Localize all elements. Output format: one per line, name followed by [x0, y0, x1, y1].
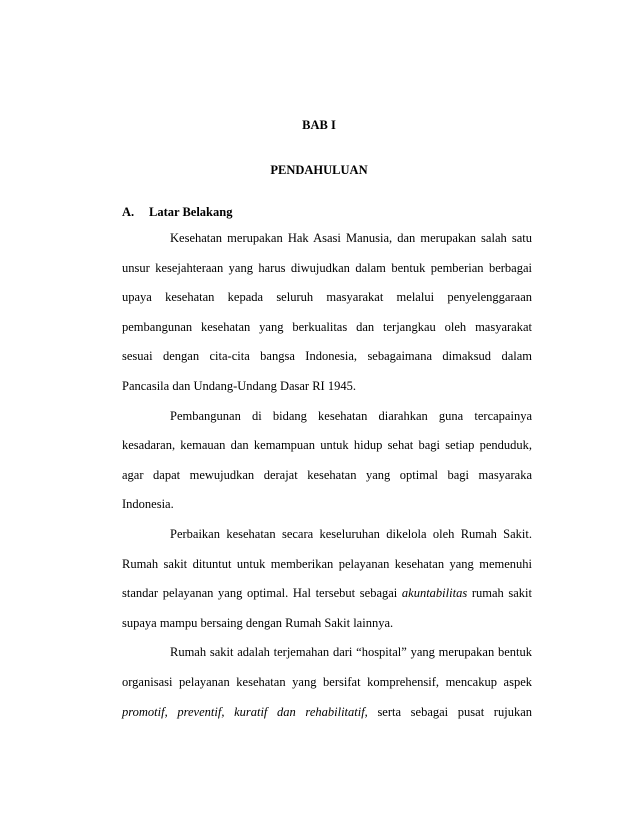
text-segment: unsur kesejahteraan yang harus diwujudkan dalam bentuk pemberian berbagai — [122, 260, 532, 275]
section-heading — [122, 204, 232, 220]
text-segment: agar dapat mewujudkan derajat kesehatan yang optimal bagi masyaraka — [122, 467, 532, 482]
text-segment: kesadaran, kemauan dan kemampuan untuk hidup sehat bagi setiap penduduk, — [122, 438, 532, 453]
text-segment: Rumah sakit dituntut untuk memberikan pelayanan kesehatan yang memenuhi — [122, 556, 532, 571]
text-line — [122, 319, 532, 349]
text-segment: Indonesia. — [122, 497, 174, 512]
text-line — [122, 674, 532, 704]
text-segment: rumah sakit — [467, 586, 532, 601]
text-line — [122, 496, 532, 526]
text-line — [122, 260, 532, 290]
text-line — [122, 437, 532, 467]
text-line — [122, 378, 532, 408]
text-line — [122, 526, 532, 556]
text-segment: Pancasila dan Undang-Undang Dasar RI 1945. — [122, 378, 356, 393]
text-segment: sesuai dengan cita-cita bangsa Indonesia, sebagaimana dimaksud dalam — [122, 349, 532, 364]
body-text — [122, 230, 532, 733]
text-segment: Perbaikan kesehatan secara keseluruhan dikelola oleh Rumah Sakit. — [170, 526, 532, 541]
text-line — [122, 556, 532, 586]
text-segment: serta sebagai pusat rujukan — [367, 704, 532, 719]
text-segment: upaya kesehatan kepada seluruh masyarakat melalui penyelenggaraan — [122, 290, 532, 305]
text-segment: supaya mampu bersaing dengan Rumah Sakit lainnya. — [122, 615, 394, 630]
text-line — [122, 467, 532, 497]
chapter-number: BAB I — [302, 118, 336, 132]
text-segment: Pembangunan di bidang kesehatan diarahkan guna tercapainya — [170, 408, 532, 423]
text-segment: standar pelayanan yang optimal. Hal tersebut sebagai — [122, 586, 402, 601]
text-line — [122, 348, 532, 378]
text-line — [122, 704, 532, 734]
italic-text: akuntabilitas — [401, 586, 468, 601]
text-segment: Rumah sakit adalah terjemahan dari “hospital” yang merupakan bentuk — [170, 645, 532, 660]
text-line — [122, 408, 532, 438]
text-segment: organisasi pelayanan kesehatan yang bersifat komprehensif, mencakup aspek — [122, 674, 532, 689]
text-line — [122, 644, 532, 674]
text-segment: pembangunan kesehatan yang berkualitas dan terjangkau oleh masyarakat — [122, 319, 532, 334]
text-line — [122, 230, 532, 260]
chapter-title: PENDAHULUAN — [270, 163, 368, 177]
text-line — [122, 615, 532, 645]
text-line — [122, 289, 532, 319]
section-label: A. — [122, 205, 135, 219]
section-title: Latar Belakang — [149, 205, 233, 219]
italic-text: promotif, preventif, kuratif dan rehabilitatif, — [122, 704, 368, 719]
text-segment: Kesehatan merupakan Hak Asasi Manusia, dan merupakan salah satu — [170, 231, 532, 245]
text-line — [122, 585, 532, 615]
